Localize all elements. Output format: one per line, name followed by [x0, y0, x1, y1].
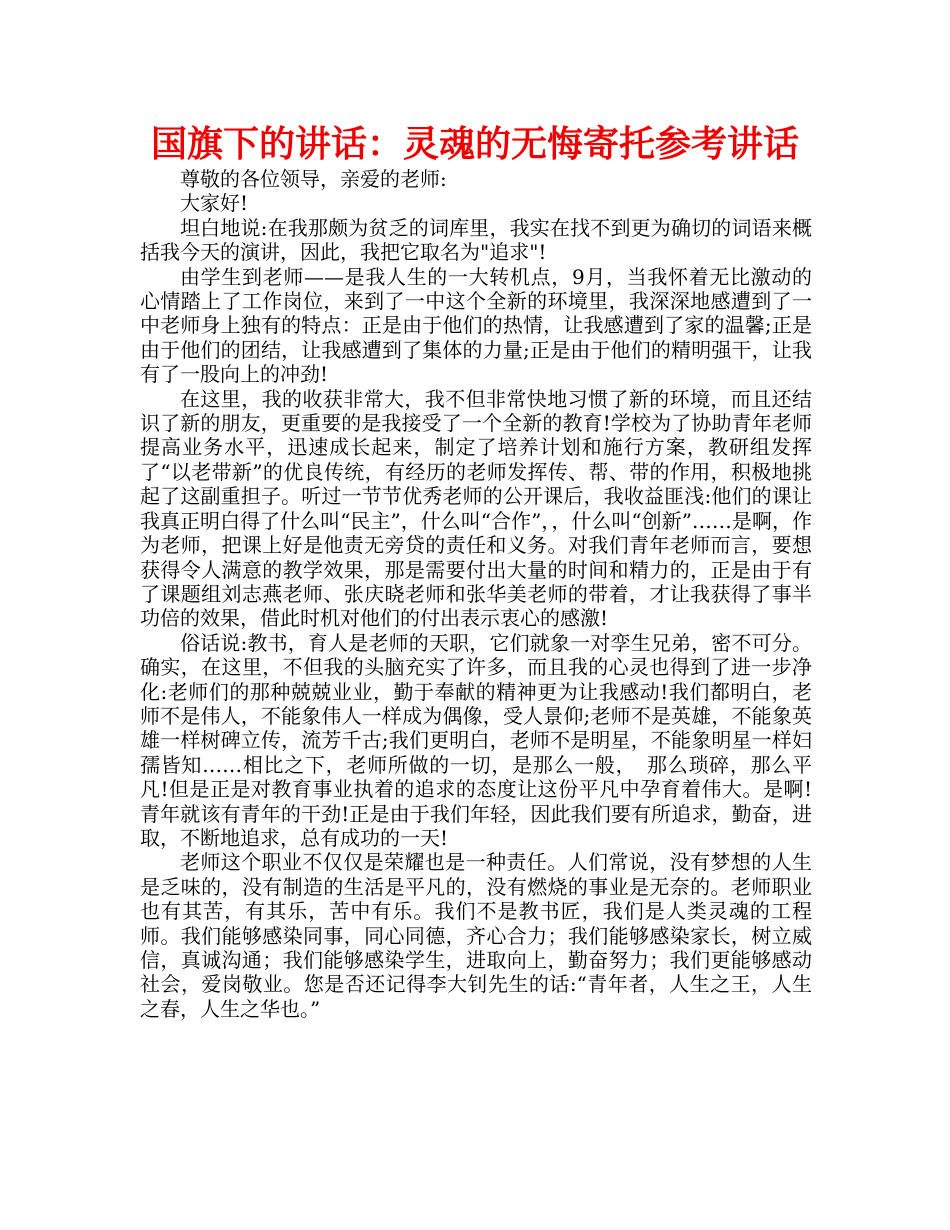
paragraph: 老师这个职业不仅仅是荣耀也是一种责任。人们常说，没有梦想的人生是乏味的，没有制造的生活是平凡的，没有燃烧的事业是无奈的。老师职业也有其苦，有其乐，苦中有乐。我们不是教书匠，我们是人类灵魂的工程师。我们能够感染同事，同心同德，齐心合力；我们能够感染家长，树立威信，真诚沟通；我们能够感染学生，进取向上，勤奋努力；我们更能够感动社会，爱岗敬业。您是否还记得李大钊先生的话:“青年者，人生之王，人生之春，人生之华也。”: [140, 850, 812, 1021]
paragraph: 坦白地说:在我那颇为贫乏的词库里，我实在找不到更为确切的词语来概括我今天的演讲，因此，我把它取名为"追求"!: [140, 215, 812, 265]
paragraph-greeting: 大家好!: [180, 191, 249, 216]
paragraph-salutation: 尊敬的各位领导，亲爱的老师:: [180, 167, 447, 191]
paragraph: 俗话说:教书，育人是老师的天职，它们就象一对孪生兄弟，密不可分。确实，在这里，不但我的头脑充实了许多，而且我的心灵也得到了进一步净化:老师们的那种兢兢业业，勤于奉献的精神更为让我感动!我们都明白，老师不是伟人，不能象伟人一样成为偶像，受人景仰;老师不是英雄，不能象英雄一样树碑立传，流芳千古;我们更明白，老师不是明星，不能象明星一样妇孺皆知……相比之下，老师所做的一切，是那么一般， 那么琐碎，那么平凡!但是正是对教育事业执着的追求的态度让这份平凡中孕育着伟大。是啊!青年就该有青年的干劲!正是由于我们年轻，因此我们要有所追求，勤奋，进取，不断地追求，总有成功的一天!: [140, 630, 812, 850]
document-body: [140, 167, 812, 1021]
paragraph: 由学生到老师——是我人生的一大转机点，9月，当我怀着无比激动的心情踏上了工作岗位，来到了一中这个全新的环境里，我深深地感遭到了一中老师身上独有的特点：正是由于他们的热情，让我感遭到了家的温馨;正是由于他们的团结，让我感遭到了集体的力量;正是由于他们的精明强干，让我有了一股向上的冲劲!: [140, 264, 812, 387]
document-title: 国旗下的讲话：灵魂的无悔寄托参考讲话: [150, 124, 799, 165]
paragraph: 在这里，我的收获非常大，我不但非常快地习惯了新的环境，而且还结识了新的朋友，更重要的是我接受了一个全新的教育!学校为了协助青年老师提高业务水平，迅速成长起来，制定了培养计划和施行方案，教研组发挥了“以老带新”的优良传统，有经历的老师发挥传、帮、带的作用，积极地挑起了这副重担子。听过一节节优秀老师的公开课后，我收益匪浅:他们的课让我真正明白得了什么叫“民主”，什么叫“合作”，，什么叫“创新”……是啊，作为老师，把课上好是他责无旁贷的责任和义务。对我们青年老师而言，要想获得令人满意的教学效果，那是需要付出大量的时间和精力的，正是由于有了课题组刘志燕老师、张庆晓老师和张华美老师的带着，才让我获得了事半功倍的效果，借此时机对他们的付出表示衷心的感激!: [140, 386, 812, 631]
